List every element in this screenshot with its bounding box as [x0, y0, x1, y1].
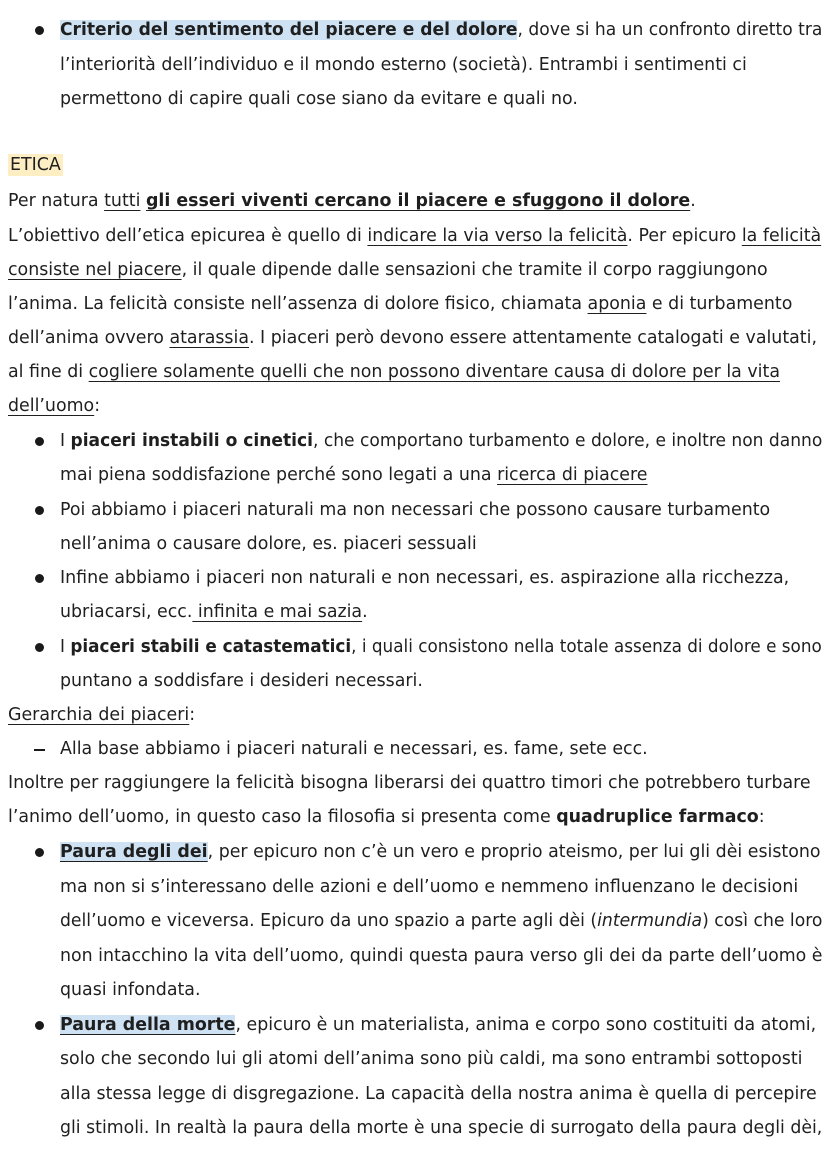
text-line: solo che secondo lui gli atomi dell’anima sono più caldi, ma sono entrambi sottoposti: [60, 1049, 803, 1069]
list-item: I piaceri instabili o cinetici, che comportano turbamento e dolore, e inoltre non danno: [60, 431, 823, 451]
text-line: dell’uomo:: [8, 396, 101, 416]
bullet-icon: [35, 26, 44, 35]
bullet-icon: [35, 437, 44, 446]
text-line: puntano a soddisfare i desideri necessari.: [60, 671, 423, 691]
text-line: nell’anima o causare dolore, es. piaceri sessuali: [60, 534, 477, 554]
text-line: l’anima. La felicità consiste nell’assenza di dolore fisico, chiamata aponia e di turbamento: [8, 294, 793, 314]
text-line: mai piena soddisfazione perché sono legati a una ricerca di piacere: [60, 465, 648, 485]
text-line: ma non si s’interessano delle azioni e dell’uomo e nemmeno influenzano le decisioni: [60, 877, 799, 897]
bullet-icon: [35, 643, 44, 652]
text-line: gli stimoli. In realtà la paura della morte è una specie di surrogato della paura degli dèi,: [60, 1118, 823, 1138]
list-item: Poi abbiamo i piaceri naturali ma non necessari che possono causare turbamento: [60, 500, 771, 520]
section-heading: ETICA: [10, 155, 61, 175]
dash-icon: [34, 749, 45, 751]
list-item: Infine abbiamo i piaceri non naturali e non necessari, es. aspirazione alla ricchezza,: [60, 568, 790, 588]
text-line: dell’uomo e viceversa. Epicuro da uno spazio a parte agli dèi (intermundia) così che loro: [60, 911, 823, 931]
list-item: I piaceri stabili e catastematici, i quali consistono nella totale assenza di dolore e sono: [60, 637, 822, 657]
text-line: non intacchino la vita dell’uomo, quindi questa paura verso gli dei da parte dell’uomo è: [60, 946, 823, 966]
text-line: Criterio del sentimento del piacere e del dolore, dove si ha un confronto diretto tra: [60, 20, 823, 40]
text-line: permettono di capire quali cose siano da evitare e quali no.: [60, 89, 578, 109]
list-item: Paura della morte, epicuro è un materialista, anima e corpo sono costituiti da atomi,: [60, 1015, 817, 1035]
highlighted-term: Paura della morte: [60, 1015, 236, 1035]
text-line: l’animo dell’uomo, in questo caso la filosofia si presenta come quadruplice farmaco:: [8, 807, 765, 827]
text-line: dell’anima ovvero atarassia. I piaceri però devono essere attentamente catalogati e valutati,: [8, 328, 817, 348]
subheading: Gerarchia dei piaceri:: [8, 705, 196, 725]
text-line: alla stessa legge di disgregazione. La capacità della nostra anima è quella di percepire: [60, 1084, 817, 1104]
text-line: consiste nel piacere, il quale dipende dalle sensazioni che tramite il corpo raggiungono: [8, 260, 768, 280]
text-line: Inoltre per raggiungere la felicità bisogna liberarsi dei quattro timori che potrebbero turbare: [8, 773, 811, 793]
bullet-icon: [35, 574, 44, 583]
bullet-icon: [35, 848, 44, 857]
bullet-icon: [35, 506, 44, 515]
text-line: quasi infondata.: [60, 980, 201, 1000]
text-line: ubriacarsi, ecc. infinita e mai sazia.: [60, 602, 368, 622]
text-line: L’obiettivo dell’etica epicurea è quello di indicare la via verso la felicità. Per epicuro la felicità: [8, 226, 822, 246]
list-item: Paura degli dei, per epicuro non c’è un vero e proprio ateismo, per lui gli dèi esistono: [60, 842, 821, 862]
highlighted-term: Criterio del sentimento del piacere e del dolore: [60, 20, 518, 40]
text-line: al fine di cogliere solamente quelli che non possono diventare causa di dolore per la vita: [8, 362, 780, 382]
text-line: Per natura tutti gli esseri viventi cercano il piacere e sfuggono il dolore.: [8, 191, 696, 211]
text-line: l’interiorità dell’individuo e il mondo esterno (società). Entrambi i sentimenti ci: [60, 55, 747, 75]
bullet-icon: [35, 1021, 44, 1030]
highlighted-term: Paura degli dei: [60, 842, 208, 862]
list-item: Alla base abbiamo i piaceri naturali e necessari, es. fame, sete ecc.: [60, 739, 648, 759]
